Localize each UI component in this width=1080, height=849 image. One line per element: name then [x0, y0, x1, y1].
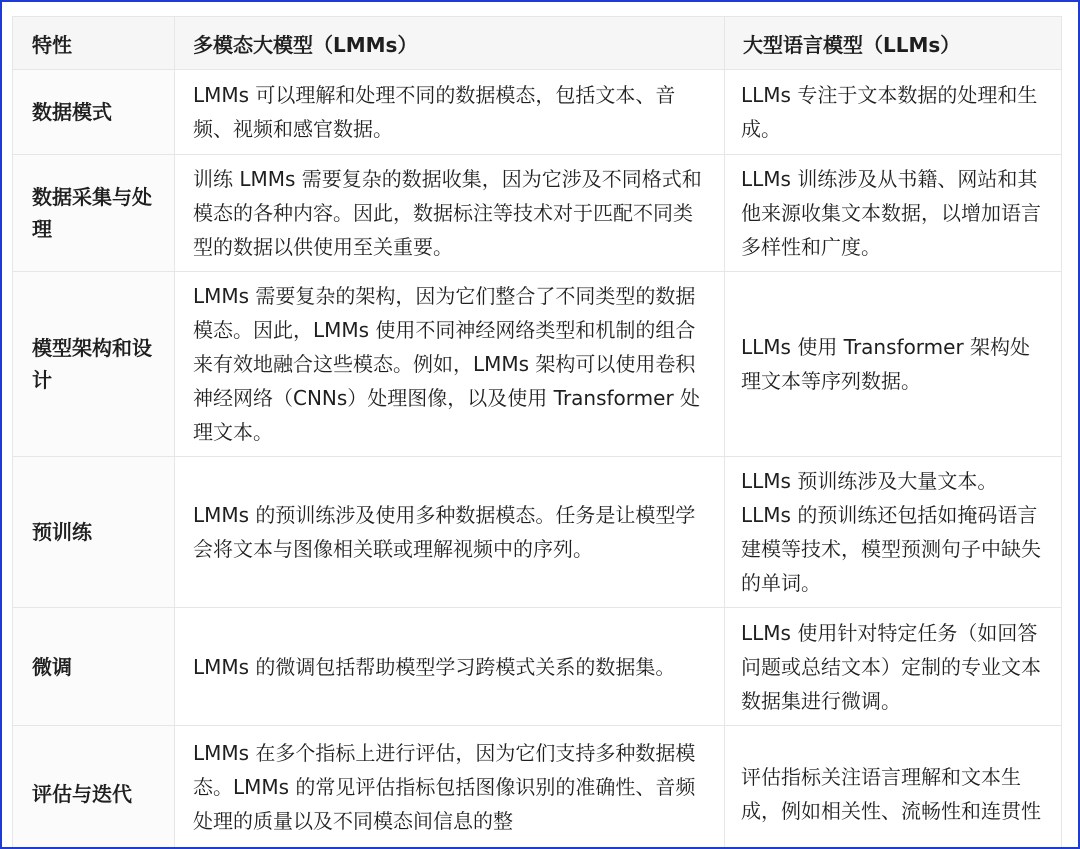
table-row [13, 457, 1062, 608]
row-lmm-cell: 训练 LMMs 需要复杂的数据收集，因为它涉及不同格式和模态的各种内容。因此，数据标注等技术对于匹配不同类型的数据以供使用至关重要。 [175, 155, 725, 272]
table-row [13, 726, 1062, 849]
row-feature: 数据采集与处理 [13, 155, 175, 272]
row-feature: 数据模式 [13, 70, 175, 155]
row-lmm-cell: LMMs 的微调包括帮助模型学习跨模式关系的数据集。 [175, 608, 725, 726]
row-lmm-cell: LMMs 在多个指标上进行评估，因为它们支持多种数据模态。LMMs 的常见评估指标包括图像识别的准确性、音频处理的质量以及不同模态间信息的整 [175, 726, 725, 849]
comparison-table [12, 16, 1062, 849]
table-row [13, 608, 1062, 726]
row-llm-cell: LLMs 训练涉及从书籍、网站和其他来源收集文本数据，以增加语言多样性和广度。 [725, 155, 1062, 272]
header-feature: 特性 [13, 17, 175, 70]
row-llm-cell: 评估指标关注语言理解和文本生成，例如相关性、流畅性和连贯性 [725, 726, 1062, 849]
row-llm-cell: LLMs 专注于文本数据的处理和生成。 [725, 70, 1062, 155]
row-feature: 模型架构和设计 [13, 272, 175, 457]
header-llm: 大型语言模型（LLMs） [725, 17, 1062, 70]
table-row [13, 155, 1062, 272]
row-lmm-cell: LMMs 可以理解和处理不同的数据模态，包括文本、音频、视频和感官数据。 [175, 70, 725, 155]
row-feature: 预训练 [13, 457, 175, 608]
table-row [13, 70, 1062, 155]
row-llm-cell: LLMs 预训练涉及大量文本。LLMs 的预训练还包括如掩码语言建模等技术，模型预测句子中缺失的单词。 [725, 457, 1062, 608]
header-lmm: 多模态大模型（LMMs） [175, 17, 725, 70]
row-lmm-cell: LMMs 需要复杂的架构，因为它们整合了不同类型的数据模态。因此，LMMs 使用不同神经网络类型和机制的组合来有效地融合这些模态。例如，LMMs 架构可以使用卷积神经网络（CNNs）处理图像，以及使用 Transformer 处理文本。 [175, 272, 725, 457]
row-lmm-cell: LMMs 的预训练涉及使用多种数据模态。任务是让模型学会将文本与图像相关联或理解视频中的序列。 [175, 457, 725, 608]
row-feature: 评估与迭代 [13, 726, 175, 849]
row-llm-cell: LLMs 使用 Transformer 架构处理文本等序列数据。 [725, 272, 1062, 457]
table-header-row [13, 17, 1062, 70]
row-llm-cell: LLMs 使用针对特定任务（如回答问题或总结文本）定制的专业文本数据集进行微调。 [725, 608, 1062, 726]
table-row [13, 272, 1062, 457]
row-feature: 微调 [13, 608, 175, 726]
